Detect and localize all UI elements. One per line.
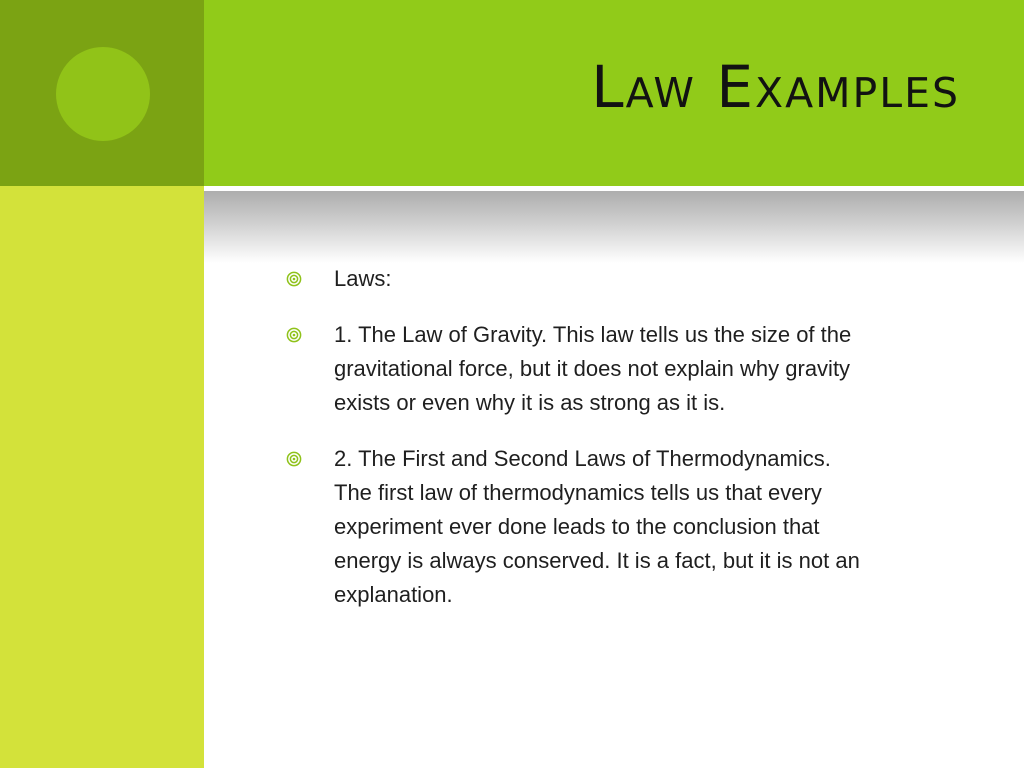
bullet-text bbox=[334, 262, 391, 296]
bullet-text-line: gravitational force, but it does not explain why gravity bbox=[334, 356, 851, 381]
title-bar bbox=[204, 0, 1024, 186]
bullet-text-line: experiment ever done leads to the conclusion that bbox=[334, 514, 820, 539]
corner-decoration bbox=[0, 0, 204, 186]
bullet-text bbox=[334, 442, 860, 612]
bullet-text-line: exists or even why it is as strong as it is. bbox=[334, 390, 726, 415]
bullet-text-line: The first law of thermodynamics tells us that every bbox=[334, 480, 822, 505]
bullet-text-line: 1. The Law of Gravity. This law tells us the size of the bbox=[334, 322, 852, 347]
left-accent-band bbox=[0, 186, 204, 768]
decorative-circle bbox=[56, 47, 150, 141]
concentric-circle-bullet-icon bbox=[286, 327, 302, 343]
bullet-text bbox=[334, 318, 851, 420]
title-shadow bbox=[204, 191, 1024, 263]
bullet-text-line: energy is always conserved. It is a fact, but it is not an bbox=[334, 548, 860, 573]
bullet-item bbox=[286, 318, 976, 420]
bullet-text-line: Laws: bbox=[334, 266, 392, 291]
bullet-item bbox=[286, 442, 976, 612]
bullet-list bbox=[286, 262, 976, 612]
bullet-text-line: 2. The First and Second Laws of Thermodynamics. bbox=[334, 446, 831, 471]
slide-content bbox=[286, 262, 976, 634]
bullet-item bbox=[286, 262, 976, 296]
concentric-circle-bullet-icon bbox=[286, 271, 302, 287]
concentric-circle-bullet-icon bbox=[286, 451, 302, 467]
slide-title: Law Examples bbox=[591, 53, 960, 121]
bullet-text-line: explanation. bbox=[334, 582, 453, 607]
